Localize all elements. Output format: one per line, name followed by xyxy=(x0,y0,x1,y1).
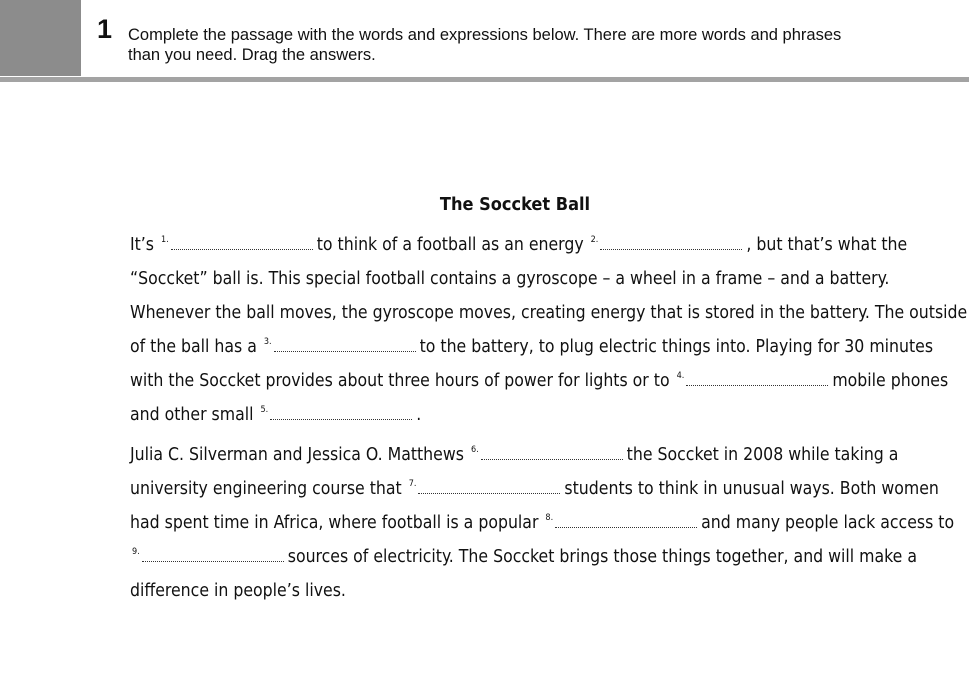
passage-text-segment: university engineering course that xyxy=(130,479,402,499)
passage-line xyxy=(130,398,930,432)
blank-number: 7. xyxy=(408,479,417,489)
answer-blank-6[interactable] xyxy=(481,445,623,460)
passage-line xyxy=(130,472,939,506)
exercise-number: 1 xyxy=(97,14,113,44)
header-color-block xyxy=(0,0,81,76)
passage-text-segment: the Soccket in 2008 while taking a xyxy=(626,445,899,465)
header-divider xyxy=(0,77,969,82)
answer-blank-4[interactable] xyxy=(686,371,828,386)
passage-text-segment: with the Soccket provides about three hours of power for lights or to xyxy=(130,371,670,391)
passage-text-segment: sources of electricity. The Soccket brings those things together, and will make a xyxy=(287,547,917,567)
passage-line xyxy=(130,228,930,262)
passage-text-segment: to think of a football as an energy xyxy=(316,235,584,255)
passage-text-segment: Whenever the ball moves, the gyroscope moves, creating energy that is stored in the battery. The outside xyxy=(130,303,968,323)
answer-blank-1[interactable] xyxy=(171,235,313,250)
instructions-line-1: Complete the passage with the words and expressions below. There are more words and phrases xyxy=(128,26,842,44)
answer-blank-7[interactable] xyxy=(418,479,560,494)
passage-line xyxy=(130,364,949,398)
answer-blank-2[interactable] xyxy=(600,235,742,250)
passage-text xyxy=(130,228,968,608)
passage-text-segment: , but that’s what the xyxy=(746,235,908,255)
passage-line xyxy=(130,438,930,472)
passage-title: The Soccket Ball xyxy=(439,194,591,215)
passage-text-segment: of the ball has a xyxy=(130,337,257,357)
blank-number: 1. xyxy=(161,235,169,245)
passage-text-segment: It’s xyxy=(130,235,155,255)
blank-number: 9. xyxy=(132,547,140,557)
passage-text-segment: mobile phones xyxy=(832,371,949,391)
blank-number: 3. xyxy=(263,337,272,347)
instructions xyxy=(128,25,948,65)
blank-number: 2. xyxy=(590,235,599,245)
answer-blank-9[interactable] xyxy=(142,547,284,562)
blank-number: 8. xyxy=(545,513,554,523)
passage-text-segment: “Soccket” ball is. This special football contains a gyroscope – a wheel in a frame – and a battery. xyxy=(130,269,890,289)
blank-number: 5. xyxy=(260,405,269,415)
answer-blank-8[interactable] xyxy=(555,513,697,528)
answer-blank-3[interactable] xyxy=(274,337,416,352)
passage-line xyxy=(130,330,934,364)
answer-blank-5[interactable] xyxy=(270,405,412,420)
passage-text-segment: had spent time in Africa, where football is a popular xyxy=(130,513,539,533)
blank-number: 4. xyxy=(676,371,685,381)
passage-text-segment: students to think in unusual ways. Both women xyxy=(564,479,939,499)
passage-line xyxy=(130,296,968,330)
passage-text-segment: and other small xyxy=(130,405,254,425)
passage-text-segment: to the battery, to plug electric things into. Playing for 30 minutes xyxy=(419,337,934,357)
passage-line xyxy=(130,262,930,296)
instructions-line-2: than you need. Drag the answers. xyxy=(128,46,376,64)
passage-text-segment: Julia C. Silverman and Jessica O. Matthews xyxy=(130,445,464,465)
blank-number: 6. xyxy=(470,445,479,455)
passage-text-segment: . xyxy=(416,405,422,425)
passage-line xyxy=(130,540,930,574)
passage-line xyxy=(130,506,955,540)
passage-text-segment: and many people lack access to xyxy=(701,513,955,533)
passage-text-segment: difference in people’s lives. xyxy=(130,581,346,601)
passage-line xyxy=(130,574,930,608)
